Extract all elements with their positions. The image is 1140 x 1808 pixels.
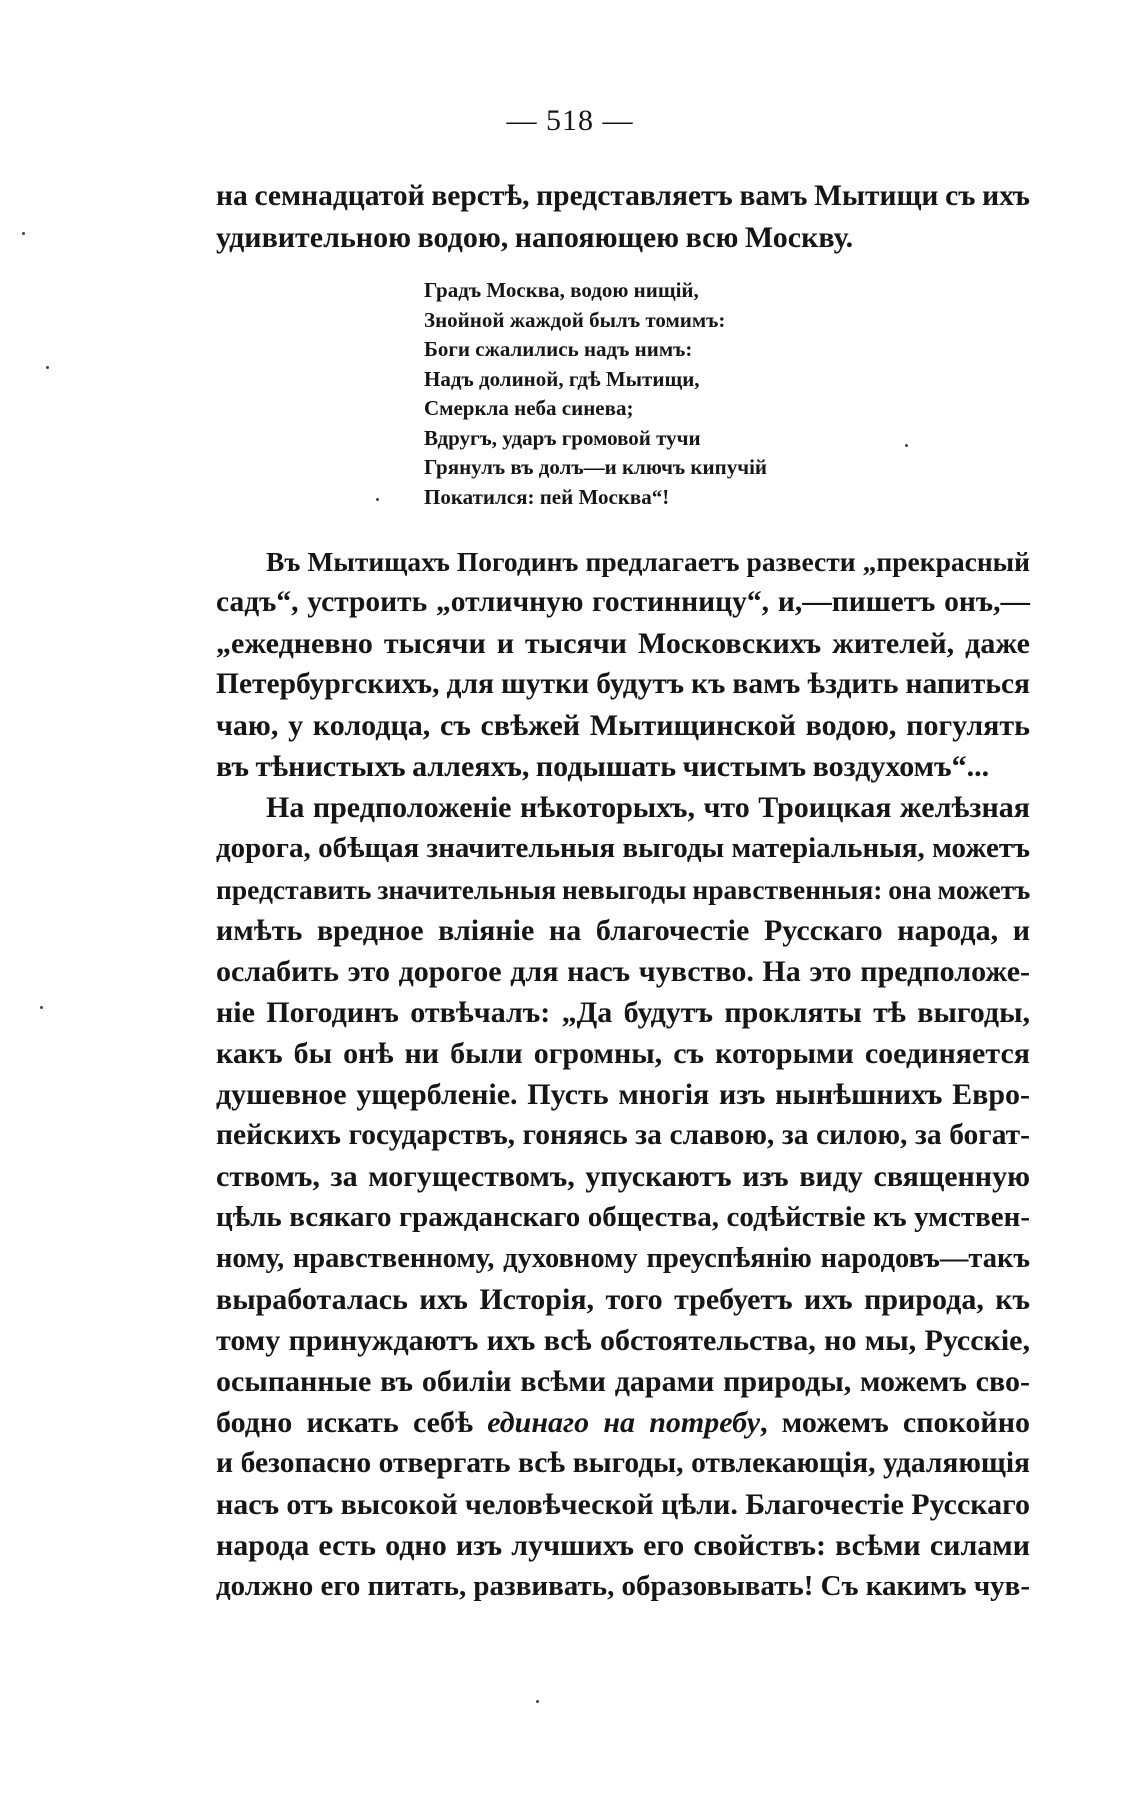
text-line: ствомъ, за могуществомъ, упускаютъ изъ виду священную — [216, 1160, 1030, 1193]
poem-line: Вдругъ, ударъ громовой тучи — [424, 425, 701, 450]
text-line: пейскихъ государствъ, гоняясь за славою, за силою, за богат- — [216, 1119, 1030, 1151]
text-line: душевное ущербленіе. Пусть многія изъ нынѣшнихъ Евро- — [216, 1078, 1030, 1111]
text-line: садъ“, устроить „отличную гостинницу“, и,—пишетъ онъ,— — [216, 586, 1030, 618]
scan-speck — [905, 444, 908, 447]
poem-line: Боги сжалились надъ нимъ: — [424, 337, 693, 361]
text-line: народа есть одно изъ лучшихъ его свойствъ: всѣми силами — [216, 1529, 1030, 1562]
text-line: ному, нравственному, духовному преуспѣянію народовъ—такъ — [216, 1243, 1030, 1274]
scan-speck — [40, 1006, 43, 1009]
text-line: должно его питать, развивать, образовывать! Съ какимъ чув- — [216, 1570, 1030, 1602]
poem-line: Надъ долиной, гдѣ Мытищи, — [424, 366, 700, 391]
scan-speck — [376, 498, 379, 501]
text-line: Петербургскихъ, для шутки будутъ къ вамъ ѣздить напиться — [216, 668, 1030, 700]
text-line: выработалась ихъ Исторія, того требуетъ ихъ природа, къ — [216, 1283, 1030, 1316]
text-line: насъ отъ высокой человѣческой цѣли. Благочестіе Русскаго — [216, 1488, 1030, 1521]
text-line: ніе Погодинъ отвѣчалъ: „Да будутъ прокляты тѣ выгоды, — [216, 996, 1030, 1029]
italic-phrase: единаго на потребу — [487, 1406, 761, 1439]
poem-line: Грянулъ въ долъ—и ключъ кипучій — [424, 455, 768, 479]
text-line: осыпанные въ обиліи всѣми дарами природы, можемъ сво- — [216, 1365, 1030, 1398]
text-line: имѣть вредное вліяніе на благочестіе Русскаго народа, и — [216, 914, 1030, 947]
poem-line: Смеркла неба синева; — [424, 396, 634, 420]
page-number: — 518 — — [506, 104, 634, 137]
text-line: Въ Мытищахъ Погодинъ предлагаетъ развести „прекрасный — [266, 546, 1030, 577]
text-line: и безопасно отвергать всѣ выгоды, отвлекающія, удаляющія — [216, 1447, 1030, 1479]
scan-speck — [536, 1700, 539, 1703]
text-line-with-italic — [216, 1402, 1030, 1443]
text-line: На предположеніе нѣкоторыхъ, что Троицкая желѣзная — [266, 791, 1030, 824]
poem — [424, 276, 1024, 512]
line-segment: , можемъ спокойно — [760, 1406, 1030, 1439]
line-segment: бодно искать себѣ — [216, 1406, 488, 1439]
poem-line: Градъ Москва, водою нищій, — [424, 278, 699, 302]
poem-line: Знойной жаждой былъ томимъ: — [424, 307, 726, 332]
text-line: тому принуждаютъ ихъ всѣ обстоятельства, но мы, Русскіе, — [216, 1324, 1030, 1357]
text-line: чаю, у колодца, съ свѣжей Мытищинской водою, погулять — [216, 709, 1030, 742]
text-line: какъ бы онѣ ни были огромны, съ которыми соединяется — [216, 1037, 1030, 1070]
text-line: въ тѣнистыхъ аллеяхъ, подышать чистымъ воздухомъ“... — [216, 750, 990, 783]
text-line: „ежедневно тысячи и тысячи Московскихъ жителей, даже — [216, 627, 1030, 660]
text-line: представить значительныя невыгоды нравственныя: она можетъ — [216, 874, 1031, 905]
paragraph-2 — [216, 787, 1030, 1607]
text-line: цѣль всякаго гражданскаго общества, содѣйствіе къ умствен- — [216, 1201, 1030, 1233]
text-line: ослабить это дорогое для насъ чувство. На это предположе- — [216, 955, 1030, 988]
scan-speck — [46, 366, 49, 369]
text-line: на семнадцатой верстѣ, представляетъ вамъ Мытищи съ ихъ — [216, 180, 1030, 212]
paragraph-1 — [216, 541, 1030, 787]
poem-line: Покатился: пей Москва“! — [424, 484, 670, 509]
scan-speck — [22, 232, 25, 235]
intro-text — [216, 176, 1030, 258]
text-line: дорога, обѣщая значительныя выгоды матеріальныя, можетъ — [216, 832, 1030, 864]
text-line: удивительною водою, напояющею всю Москву. — [216, 221, 854, 254]
